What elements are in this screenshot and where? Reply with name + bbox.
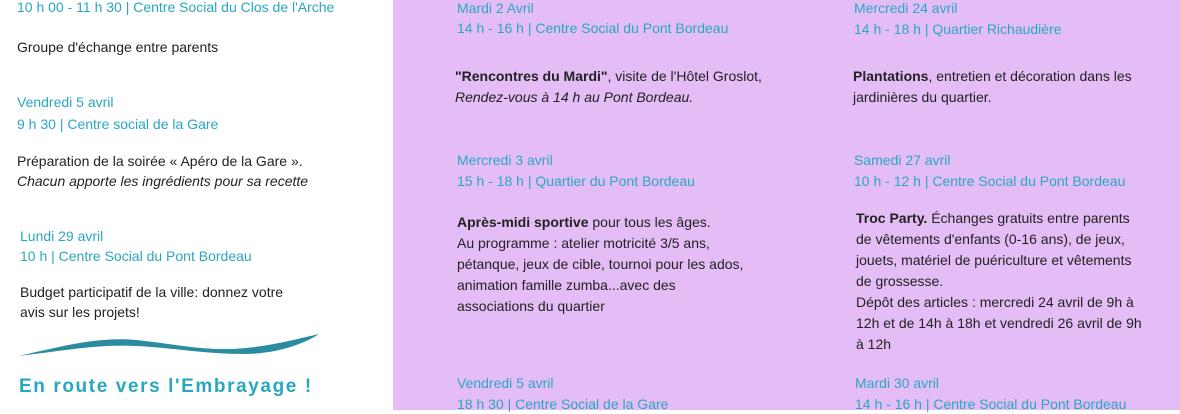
event-date: Mercredi 24 avril	[854, 0, 958, 16]
event-description-line: animation famille zumba...avec des	[457, 277, 676, 293]
event-description-line: 12h et de 14h à 18h et vendredi 26 avril de 9h	[856, 315, 1142, 331]
event-date: Samedi 27 avril	[854, 152, 951, 168]
event-description-line: jardinières du quartier.	[853, 89, 992, 105]
event-description	[853, 66, 1132, 108]
event-time-place: 9 h 30 | Centre social de la Gare	[17, 116, 219, 132]
banner-title: En route vers l'Embrayage !	[19, 376, 313, 397]
event-description-text: Échanges gratuits entre parents	[927, 210, 1130, 226]
event-date: Vendredi 5 avril	[457, 375, 554, 391]
event-description: Préparation de la soirée « Apéro de la Gare ».	[17, 153, 303, 169]
event-description: avis sur les projets!	[20, 304, 140, 320]
events-panel	[393, 0, 1180, 410]
event-description-line: de vêtements d'enfants (0-16 ans), de jeux,	[856, 231, 1125, 247]
event-description-line: Au programme : atelier motricité 3/5 ans,	[457, 235, 710, 251]
event-description	[856, 208, 1142, 355]
event-time-place: 14 h - 16 h | Centre Social du Pont Bordeau	[457, 20, 729, 36]
event-description: Budget participatif de la ville: donnez votre	[20, 284, 284, 300]
event-description-italic: Rendez-vous à 14 h au Pont Bordeau.	[455, 89, 694, 105]
event-description	[457, 212, 743, 317]
event-title: "Rencontres du Mardi"	[455, 68, 608, 84]
event-time-place: 18 h 30 | Centre Social de la Gare	[457, 396, 669, 412]
event-description-line: Dépôt des articles : mercredi 24 avril de 9h à	[856, 294, 1134, 310]
event-date: Lundi 29 avril	[20, 228, 104, 244]
left-column	[0, 0, 393, 410]
event-time-place: 10 h | Centre Social du Pont Bordeau	[20, 248, 252, 264]
event-description-line: à 12h	[856, 336, 892, 352]
event-description-line: associations du quartier	[457, 298, 605, 314]
event-time-place: 14 h - 18 h | Quartier Richaudière	[854, 21, 1062, 37]
event-date: Mardi 30 avril	[855, 375, 940, 391]
event-description-line: de grossesse.	[856, 273, 944, 289]
event-description: Groupe d'échange entre parents	[17, 39, 219, 55]
event-description-italic: Chacun apporte les ingrédients pour sa recette	[17, 173, 309, 189]
event-time-place: 15 h - 18 h | Quartier du Pont Bordeau	[457, 173, 695, 189]
event-description-text: , entretien et décoration dans les	[928, 68, 1132, 84]
wave-decoration	[16, 330, 321, 362]
event-description-text: , visite de l'Hôtel Groslot,	[607, 68, 762, 84]
event-time-place: 14 h - 16 h | Centre Social du Pont Bordeau	[855, 396, 1127, 412]
event-title: Plantations	[853, 68, 929, 84]
event-description-text: pour tous les âges.	[588, 214, 711, 230]
event-title: Troc Party.	[856, 210, 928, 226]
event-date: Mardi 2 Avril	[457, 0, 534, 16]
event-time-place: 10 h 00 - 11 h 30 | Centre Social du Clos de l'Arche	[17, 0, 335, 15]
event-title: Après-midi sportive	[457, 214, 589, 230]
event-date: Mercredi 3 avril	[457, 152, 553, 168]
event-date: Vendredi 5 avril	[17, 94, 114, 110]
event-description-line: pétanque, jeux de cible, tournoi pour les ados,	[457, 256, 744, 272]
event-description	[455, 66, 762, 108]
event-description-line: jouets, matériel de puériculture et vêtements	[856, 252, 1132, 268]
event-time-place: 10 h - 12 h | Centre Social du Pont Bordeau	[854, 173, 1126, 189]
